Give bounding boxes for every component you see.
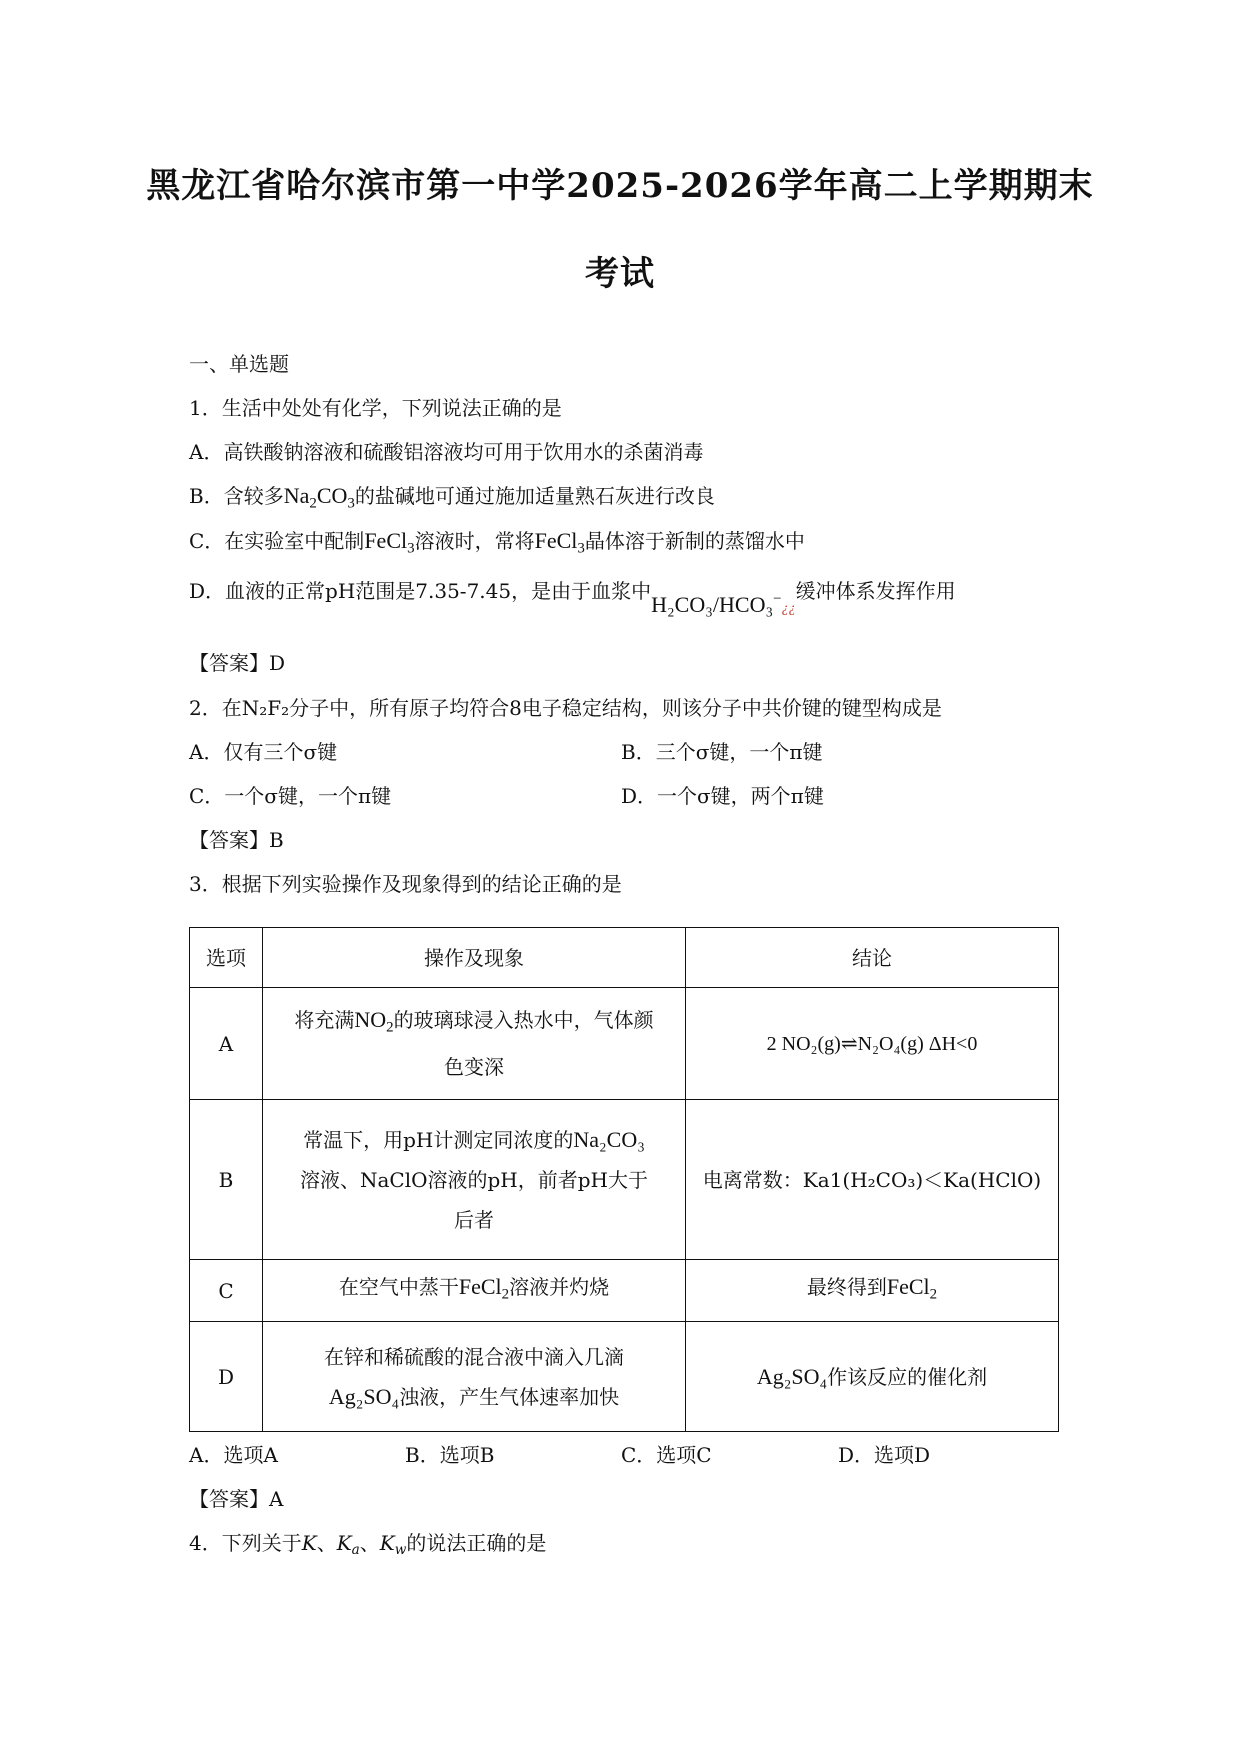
q3-option-d: D．选项D: [838, 1443, 931, 1467]
table-cell-conclusion: 电离常数：Ka1(H₂CO₃)＜Ka(HClO): [686, 1100, 1059, 1260]
q3-stem: 3．根据下列实验操作及现象得到的结论正确的是: [189, 872, 622, 896]
q3-option-c: C．选项C: [621, 1443, 712, 1467]
q3-option-b: B．选项B: [405, 1443, 495, 1467]
q1-option-b-text: B．含较多: [189, 484, 284, 508]
table-row: [190, 988, 1059, 1100]
q3-answer: 【答案】A: [189, 1487, 284, 1511]
q2-option-a: A．仅有三个σ键: [189, 740, 338, 764]
table-cell-conclusion: 2 NO₂(g)⇌N₂O₄(g) ΔH<0: [686, 988, 1059, 1100]
q1-option-c: C．在实验室中配制FeCl$_3$溶液时，常将FeCl$_3$晶体溶于新制的蒸馏水中: [189, 528, 805, 557]
q1-option-b: B．含较多$Na_2CO_3$的盐碱地可通过施加适量熟石灰进行改良: [189, 483, 715, 512]
section-heading: 一、单选题: [189, 352, 289, 376]
q2-option-b: B．三个σ键，一个π键: [621, 740, 823, 764]
q1-option-d-red-mark: ¿¿: [781, 600, 796, 616]
table-cell-option: B: [190, 1100, 263, 1260]
document-title-line2: 考试: [585, 254, 655, 294]
q1-option-d-formula: H₂CO₃/HCO₃−¿¿: [651, 591, 796, 617]
table-cell-conclusion: 最终得到FeCl$_2$: [686, 1260, 1059, 1322]
table-row: [190, 1100, 1059, 1260]
table-cell-option: D: [190, 1322, 263, 1432]
q3-option-a: A．选项A: [189, 1443, 278, 1467]
table-cell-operation: 将充满$NO_2$的玻璃球浸入热水中，气体颜 色变深: [263, 988, 686, 1100]
q4-stem: 4．下列关于K、$K_a$、$K_w$的说法正确的是: [189, 1531, 547, 1559]
q1-option-c-formula-1: FeCl$_3$: [364, 528, 415, 557]
table-header-conclusion: 结论: [686, 928, 1059, 988]
table-cell-option: A: [190, 988, 263, 1100]
table-row: [190, 1260, 1059, 1322]
q1-option-c-formula-2: FeCl$_3$: [534, 528, 585, 557]
document-title-line1: 黑龙江省哈尔滨市第一中学2025-2026学年高二上学期期末: [146, 166, 1094, 206]
table-cell-operation: 常温下，用pH计测定同浓度的Na₂CO₃ 溶液、NaClO溶液的pH，前者pH大于 后者: [263, 1100, 686, 1260]
q3-experiment-table: [189, 927, 1059, 1432]
table-row: [190, 1322, 1059, 1432]
table-header-operation: 操作及现象: [263, 928, 686, 988]
q1-stem: 1．生活中处处有化学，下列说法正确的是: [189, 396, 562, 420]
q2-option-c: C．一个σ键，一个π键: [189, 784, 392, 808]
q2-option-d: D．一个σ键，两个π键: [621, 784, 824, 808]
table-cell-conclusion: Ag₂SO₄作该反应的催化剂: [686, 1322, 1059, 1432]
table-header-option: 选项: [190, 928, 263, 988]
table-cell-operation: 在锌和稀硫酸的混合液中滴入几滴 Ag₂SO₄浊液，产生气体速率加快: [263, 1322, 686, 1432]
q1-option-b-formula: $Na_2CO_3$: [283, 483, 355, 512]
table-cell-operation: 在空气中蒸干FeCl$_2$溶液并灼烧: [263, 1260, 686, 1322]
q2-answer: 【答案】B: [189, 828, 284, 852]
q1-option-a: A．高铁酸钠溶液和硫酸铝溶液均可用于饮用水的杀菌消毒: [189, 440, 704, 464]
q1-answer: 【答案】D: [189, 651, 286, 675]
table-cell-option: C: [190, 1260, 263, 1322]
q1-option-d: D．血液的正常pH范围是7.35-7.45，是由于血浆中H₂CO₃/HCO₃−¿¿缓冲体系发挥作用: [189, 578, 956, 617]
table-header-row: [190, 928, 1059, 988]
q2-stem: 2．在N₂F₂分子中，所有原子均符合8电子稳定结构，则该分子中共价键的键型构成是: [189, 696, 942, 720]
